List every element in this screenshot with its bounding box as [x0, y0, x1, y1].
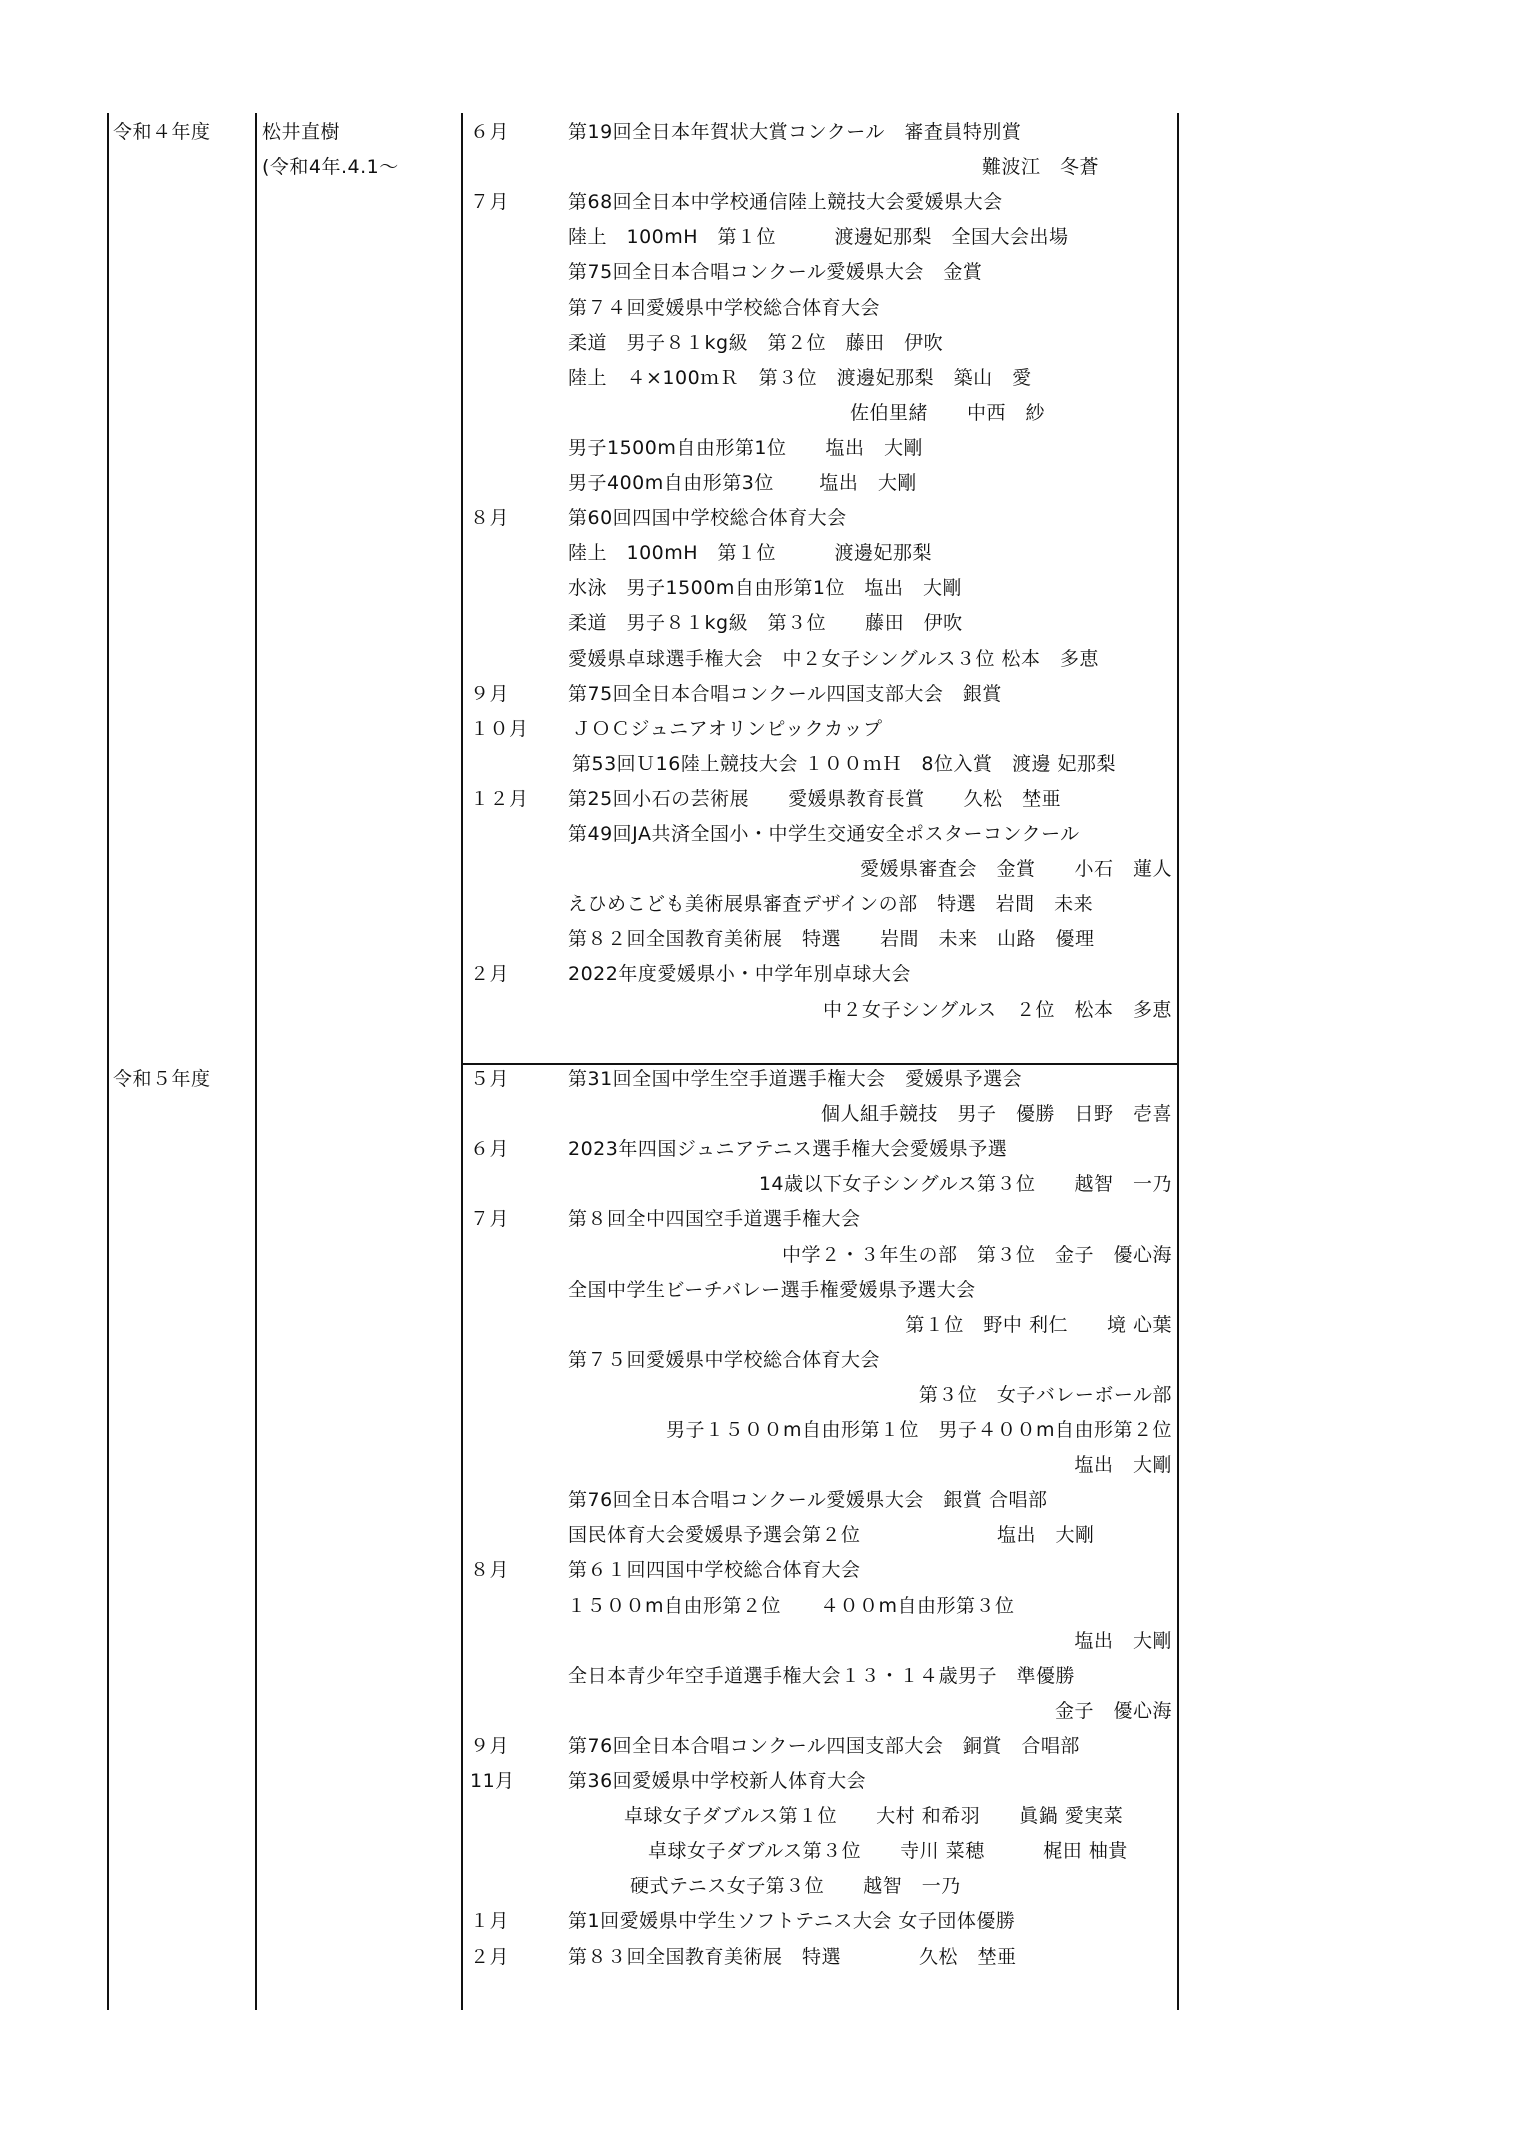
row-separator-r5	[463, 1063, 1179, 1065]
achievement-line: 金子 優心海	[1054, 1700, 1172, 1722]
achievement-line: 第76回全日本合唱コンクール愛媛県大会 銀賞 合唱部	[568, 1489, 1048, 1511]
achievement-line: 第76回全日本合唱コンクール四国支部大会 銅賞 合唱部	[568, 1735, 1080, 1757]
achievement-line: 第36回愛媛県中学校新人体育大会	[568, 1770, 867, 1792]
achievement-line: 男子１５００m自由形第１位 男子４００m自由形第２位	[665, 1419, 1172, 1441]
achievement-line: 第60回四国中学校総合体育大会	[568, 507, 847, 529]
month-label: ６月	[470, 121, 510, 143]
achievement-line: 全国中学生ビーチバレー選手権愛媛県予選大会	[568, 1279, 976, 1301]
principal-term: (令和4年.4.1～	[262, 156, 399, 178]
achievement-line: 愛媛県審査会 金賞 小石 蓮人	[859, 858, 1172, 880]
achievement-line: 柔道 男子８１kg級 第２位 藤田 伊吹	[568, 332, 944, 354]
achievement-line: 男子400m自由形第3位 塩出 大剛	[568, 472, 917, 494]
achievement-line: 第７５回愛媛県中学校総合体育大会	[568, 1349, 881, 1371]
year-label-r5: 令和５年度	[113, 1068, 211, 1090]
achievement-line: 14歳以下女子シングルス第３位 越智 一乃	[758, 1173, 1172, 1195]
achievement-line: 第１位 野中 利仁 境 心葉	[905, 1314, 1172, 1336]
achievement-line: 塩出 大剛	[1074, 1454, 1172, 1476]
achievement-line: 愛媛県卓球選手権大会 中２女子シングルス３位 松本 多恵	[568, 648, 1100, 670]
achievement-line: 卓球女子ダブルス第１位 大村 和希羽 眞鍋 愛実菜	[624, 1805, 1124, 1827]
achievement-line: 個人組手競技 男子 優勝 日野 壱喜	[820, 1103, 1172, 1125]
achievement-line: 第６１回四国中学校総合体育大会	[568, 1559, 861, 1581]
month-label: ８月	[470, 1559, 510, 1581]
achievement-line: 国民体育大会愛媛県予選会第２位 塩出 大剛	[568, 1524, 1095, 1546]
table-divider-principal	[461, 113, 463, 2010]
achievement-line: ＪＯＣジュニアオリンピックカップ	[572, 718, 883, 740]
achievement-line: 難波江 冬蒼	[981, 156, 1099, 178]
year-label-r4: 令和４年度	[113, 121, 211, 143]
achievement-line: 陸上 100mH 第１位 渡邊妃那梨 全国大会出場	[568, 226, 1069, 248]
achievement-line: えひめこども美術展県審査デザインの部 特選 岩間 未来	[568, 893, 1094, 915]
month-label: １月	[470, 1910, 510, 1932]
achievement-line: 第７４回愛媛県中学校総合体育大会	[568, 297, 881, 319]
month-label: １２月	[470, 788, 529, 810]
achievement-line: 男子1500m自由形第1位 塩出 大剛	[568, 437, 923, 459]
month-label: ９月	[470, 1735, 510, 1757]
achievement-line: 第８回全中四国空手道選手権大会	[568, 1208, 861, 1230]
achievement-line: 中２女子シングルス ２位 松本 多恵	[822, 999, 1172, 1021]
month-label: ７月	[470, 191, 510, 213]
achievement-line: 第53回Ｕ16陸上競技大会 １００ｍＨ 8位入賞 渡邊 妃那梨	[572, 753, 1117, 775]
achievement-line: 硬式テニス女子第３位 越智 一乃	[630, 1875, 961, 1897]
achievement-line: 陸上 100mH 第１位 渡邊妃那梨	[568, 542, 933, 564]
achievement-line: １５００m自由形第２位 ４００m自由形第３位	[567, 1595, 1015, 1617]
achievement-line: 第３位 女子バレーボール部	[918, 1384, 1172, 1406]
table-border-right	[1177, 113, 1179, 2010]
month-label: ２月	[470, 963, 510, 985]
month-label: ２月	[470, 1946, 510, 1968]
achievement-line: 柔道 男子８１kg級 第３位 藤田 伊吹	[568, 612, 963, 634]
achievement-line: 第75回全日本合唱コンクール四国支部大会 銀賞	[568, 683, 1002, 705]
achievement-line: 2022年度愛媛県小・中学年別卓球大会	[568, 963, 911, 985]
principal-name: 松井直樹	[262, 121, 341, 143]
achievement-line: 第31回全国中学生空手道選手権大会 愛媛県予選会	[568, 1068, 1023, 1090]
achievement-line: 第68回全日本中学校通信陸上競技大会愛媛県大会	[568, 191, 1003, 213]
month-label: ７月	[470, 1208, 510, 1230]
achievement-line: 中学２・３年生の部 第３位 金子 優心海	[781, 1244, 1172, 1266]
table-border-left	[107, 113, 109, 2010]
month-label: １０月	[470, 718, 529, 740]
table-divider-year	[255, 113, 257, 2010]
achievement-line: 水泳 男子1500m自由形第1位 塩出 大剛	[568, 577, 962, 599]
achievement-line: 塩出 大剛	[1074, 1630, 1172, 1652]
achievement-line: 第８３回全国教育美術展 特選 久松 埜亜	[568, 1946, 1017, 1968]
achievement-line: 2023年四国ジュニアテニス選手権大会愛媛県予選	[568, 1138, 1008, 1160]
achievement-line: 第19回全日本年賀状大賞コンクール 審査員特別賞	[568, 121, 1022, 143]
achievement-line: 第1回愛媛県中学生ソフトテニス大会 女子団体優勝	[568, 1910, 1016, 1932]
achievement-line: 第49回JA共済全国小・中学生交通安全ポスターコンクール	[568, 823, 1080, 845]
achievement-line: 全日本青少年空手道選手権大会１３・１４歳男子 準優勝	[568, 1665, 1076, 1687]
achievement-line: 第８２回全国教育美術展 特選 岩間 未来 山路 優理	[568, 928, 1095, 950]
achievement-line: 佐伯里緒 中西 紗	[850, 402, 1046, 424]
achievement-line: 第75回全日本合唱コンクール愛媛県大会 金賞	[568, 261, 983, 283]
month-label: 11月	[470, 1770, 515, 1792]
month-label: ５月	[470, 1068, 510, 1090]
achievement-line: 卓球女子ダブルス第３位 寺川 菜穂 梶田 柚貴	[648, 1840, 1128, 1862]
month-label: ９月	[470, 683, 510, 705]
month-label: ８月	[470, 507, 510, 529]
achievement-line: 陸上 ４×100ｍＲ 第３位 渡邊妃那梨 築山 愛	[568, 367, 1032, 389]
month-label: ６月	[470, 1138, 510, 1160]
achievement-line: 第25回小石の芸術展 愛媛県教育長賞 久松 埜亜	[568, 788, 1062, 810]
